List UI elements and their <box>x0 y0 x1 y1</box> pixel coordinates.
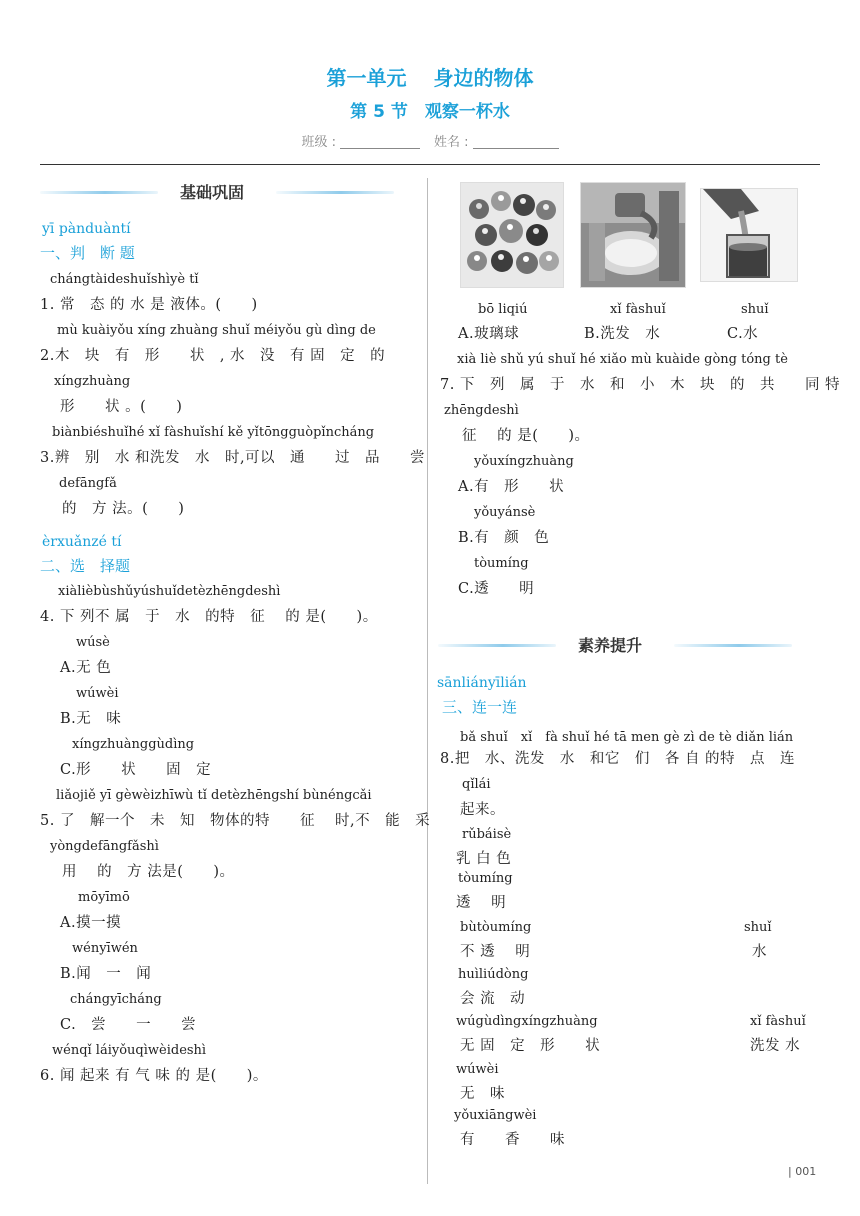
q3-pinyin-cont: defāngfǎ <box>59 476 117 491</box>
feature-item[interactable]: 无 味 <box>460 1086 505 1102</box>
section2-heading: 二、选 择题 <box>40 557 131 575</box>
glass-marbles-photo <box>460 182 564 288</box>
q4-option-a-pinyin: wúsè <box>76 635 110 650</box>
q5-option-c[interactable]: C. 尝 一 尝 <box>60 1017 197 1033</box>
item-water[interactable]: 水 <box>752 944 767 960</box>
section1-heading: 一、判 断 题 <box>40 244 135 262</box>
feature-pinyin: huìliúdòng <box>458 967 529 982</box>
q7-option-a-pinyin: yǒuxíngzhuàng <box>474 454 574 469</box>
q3-pinyin: biànbiéshuǐhé xǐ fàshuǐshí kě yǐtōngguòpǐncháng <box>52 425 375 440</box>
q5-pinyin-cont: yòngdefāngfǎshì <box>50 839 159 854</box>
q2-text-cont[interactable]: 形 状 。( ) <box>60 399 183 415</box>
feature-pinyin: tòumíng <box>458 871 513 886</box>
shampoo-image <box>581 183 685 287</box>
q5-text-cont: 用 的 方 法是( )。 <box>62 864 235 880</box>
q5-option-c-pinyin: chángyīcháng <box>70 992 162 1007</box>
q4-text: 4. 下 列不 属 于 水 的特 征 的 是( )。 <box>40 609 378 625</box>
q6-option-a[interactable]: A.玻璃球 <box>458 326 520 342</box>
banner-line-right <box>276 191 394 194</box>
banner-advanced <box>438 633 798 657</box>
q7-option-b-pinyin: yǒuyánsè <box>474 505 536 520</box>
q1-pinyin: chángtàideshuǐshìyè tǐ <box>50 272 199 287</box>
q6-text: 6. 闻 起来 有 气 味 的 是( )。 <box>40 1068 268 1084</box>
header-divider <box>40 164 820 165</box>
name-label: 姓名 : <box>434 135 469 150</box>
glass-marbles-image <box>461 183 563 287</box>
q4-option-b-pinyin: wúwèi <box>76 686 119 701</box>
q7-text: 7. 下 列 属 于 水 和 小 木 块 的 共 同 特 <box>440 377 841 393</box>
q8-text: 8.把 水、洗发 水 和它 们 各 自 的特 点 连 <box>440 751 796 767</box>
banner-line-right <box>674 644 792 647</box>
name-blank[interactable] <box>473 136 559 149</box>
q4-option-c[interactable]: C.形 状 固 定 <box>60 762 212 778</box>
q8-text-cont: 起来。 <box>460 802 505 818</box>
water-pouring-image <box>701 189 797 281</box>
q4-option-b[interactable]: B.无 味 <box>60 711 122 727</box>
q3-text-cont[interactable]: 的 方 法。( ) <box>62 501 185 517</box>
class-blank[interactable] <box>340 136 420 149</box>
q3-text: 3.辨 别 水 和洗发 水 时,可以 通 过 品 尝 <box>40 450 426 466</box>
section3-heading-pinyin: sānliányīlián <box>437 675 527 691</box>
q6-option-c-pinyin: shuǐ <box>741 302 769 317</box>
q4-option-c-pinyin: xíngzhuànggùdìng <box>72 737 195 752</box>
q5-option-a-pinyin: mōyīmō <box>78 890 130 905</box>
banner-advanced-text: 素养提升 <box>578 636 643 655</box>
feature-pinyin: rǔbáisè <box>462 827 512 842</box>
q4-option-a[interactable]: A.无 色 <box>60 660 112 676</box>
page-number: | 001 <box>788 1165 817 1178</box>
q7-option-c[interactable]: C.透 明 <box>458 581 535 597</box>
lesson-title: 第 5 节 观察一杯水 <box>350 102 510 122</box>
q6-option-b-pinyin: xǐ fàshuǐ <box>610 302 666 317</box>
student-info-line <box>0 131 860 150</box>
item-water-pinyin: shuǐ <box>744 920 772 935</box>
q2-pinyin-cont: xíngzhuàng <box>54 374 131 389</box>
feature-item[interactable]: 乳 白 色 <box>456 851 512 867</box>
section2-heading-pinyin: èrxuǎnzé tí <box>42 534 122 550</box>
q7-option-b[interactable]: B.有 颜 色 <box>458 530 550 546</box>
water-pouring-photo <box>700 188 798 282</box>
q6-option-c[interactable]: C.水 <box>727 326 759 342</box>
q1-text[interactable]: 1. 常 态 的 水 是 液体。( ) <box>40 297 258 313</box>
feature-item[interactable]: 透 明 <box>456 895 507 911</box>
feature-item[interactable]: 会 流 动 <box>460 991 526 1007</box>
q4-pinyin: xiàlièbùshǔyúshuǐdetèzhēngdeshì <box>58 584 281 599</box>
q7-option-c-pinyin: tòumíng <box>474 556 529 571</box>
q7-option-a[interactable]: A.有 形 状 <box>458 479 565 495</box>
banner-basic-text: 基础巩固 <box>180 183 245 202</box>
column-divider <box>427 178 428 1184</box>
q2-text: 2.木 块 有 形 状 , 水 没 有 固 定 的 <box>40 348 386 364</box>
feature-pinyin: wúwèi <box>456 1062 499 1077</box>
section3-heading: 三、连一连 <box>442 698 518 716</box>
feature-item[interactable]: 有 香 味 <box>460 1132 565 1148</box>
q2-pinyin: mù kuàiyǒu xíng zhuàng shuǐ méiyǒu gù dìng de <box>57 323 376 338</box>
feature-pinyin: bùtòumíng <box>460 920 532 935</box>
banner-line-left <box>40 191 158 194</box>
q5-pinyin: liǎojiě yī gèwèizhīwù tǐ detèzhēngshí bùnéngcǎi <box>56 788 372 803</box>
section1-heading-pinyin: yī pànduàntí <box>42 221 131 237</box>
q5-option-b-pinyin: wényīwén <box>72 941 138 956</box>
q6-option-b[interactable]: B.洗发 水 <box>584 326 661 342</box>
item-shampoo[interactable]: 洗发 水 <box>750 1038 801 1054</box>
feature-pinyin: yǒuxiāngwèi <box>454 1108 537 1123</box>
class-label: 班级 : <box>301 135 336 150</box>
shampoo-photo <box>580 182 686 288</box>
q7-pinyin-cont: zhēngdeshì <box>444 403 519 418</box>
q5-text: 5. 了 解一个 未 知 物体的特 征 时,不 能 采 <box>40 813 431 829</box>
banner-basic <box>40 180 400 204</box>
page-number-value: 001 <box>795 1165 817 1178</box>
feature-item[interactable]: 不 透 明 <box>460 944 531 960</box>
q6-option-a-pinyin: bō liqiú <box>478 302 528 317</box>
q6-pinyin: wénqǐ láiyǒuqìwèideshì <box>52 1043 207 1058</box>
unit-title: 第一单元 身边的物体 <box>326 66 534 90</box>
feature-pinyin: wúgùdìngxíngzhuàng <box>456 1014 598 1029</box>
item-shampoo-pinyin: xǐ fàshuǐ <box>750 1014 806 1029</box>
banner-line-left <box>438 644 556 647</box>
q8-pinyin: bǎ shuǐ xǐ fà shuǐ hé tā men gè zì de tè diǎn lián <box>460 730 794 745</box>
q7-pinyin: xià liè shǔ yú shuǐ hé xiǎo mù kuàide gòng tóng tè <box>457 352 788 367</box>
q5-option-b[interactable]: B.闻 一 闻 <box>60 966 152 982</box>
feature-item[interactable]: 无 固 定 形 状 <box>460 1038 601 1054</box>
q8-pinyin-cont: qǐlái <box>462 777 491 792</box>
q5-option-a[interactable]: A.摸一摸 <box>60 915 122 931</box>
q7-text-cont: 征 的 是( )。 <box>462 428 590 444</box>
